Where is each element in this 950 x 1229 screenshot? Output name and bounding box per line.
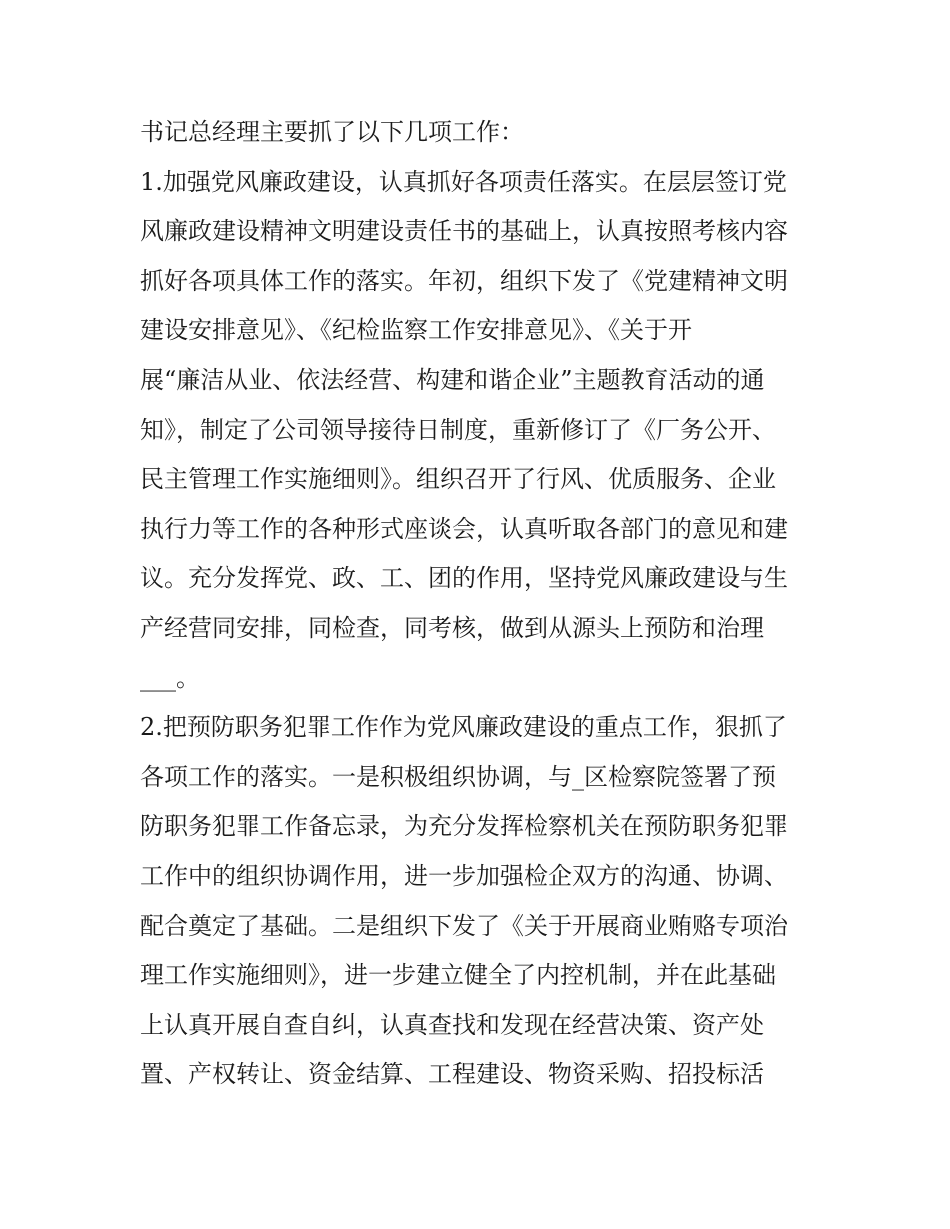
text-line: 配合奠定了基础。二是组织下发了《关于开展商业贿赂专项治 bbox=[140, 911, 788, 940]
text-line: 议。充分发挥党、政、工、团的作用，坚持党风廉政建设与生 bbox=[140, 564, 788, 593]
text-line: 产经营同安排，同检查，同考核，做到从源头上预防和治理 bbox=[140, 613, 764, 642]
text-line: 工作中的组织协调作用，进一步加强检企双方的沟通、协调、 bbox=[140, 861, 788, 890]
text-line: 置、产权转让、资金结算、工程建设、物资采购、招投标活 bbox=[140, 1060, 764, 1089]
text-line: 执行力等工作的各种形式座谈会，认真听取各部门的意见和建 bbox=[140, 514, 788, 543]
text-line: 展“廉洁从业、依法经营、构建和谐企业”主题教育活动的通 bbox=[140, 365, 765, 394]
text-line: 建设安排意见》、《纪检监察工作安排意见》、《关于开 bbox=[140, 316, 692, 345]
text-line: 2.把预防职务犯罪工作作为党风廉政建设的重点工作，狠抓了 bbox=[140, 713, 787, 742]
text-line: 知》，制定了公司领导接待日制度，重新修订了《厂务公开、 bbox=[140, 415, 776, 444]
text-line: 书记总经理主要抓了以下几项工作： bbox=[140, 118, 524, 146]
text-line: 1.加强党风廉政建设，认真抓好各项责任落实。在层层签订党 bbox=[140, 167, 787, 196]
document-body bbox=[140, 108, 820, 1100]
text-line: 上认真开展自查自纠，认真查找和发现在经营决策、资产处 bbox=[140, 1010, 764, 1039]
text-line: 各项工作的落实。一是积极组织协调，与_区检察院签署了预 bbox=[140, 762, 776, 791]
text-line: 民主管理工作实施细则》。组织召开了行风、优质服务、企业 bbox=[140, 465, 776, 494]
text-line: 防职务犯罪工作备忘录，为充分发挥检察机关在预防职务犯罪 bbox=[140, 812, 788, 841]
text-line: 风廉政建设精神文明建设责任书的基础上，认真按照考核内容 bbox=[140, 217, 788, 246]
text-line: 抓好各项具体工作的落实。年初，组织下发了《党建精神文明 bbox=[140, 266, 788, 295]
text-line: ___。 bbox=[140, 663, 200, 692]
text-line: 理工作实施细则》，进一步建立健全了内控机制，并在此基础 bbox=[140, 961, 776, 990]
